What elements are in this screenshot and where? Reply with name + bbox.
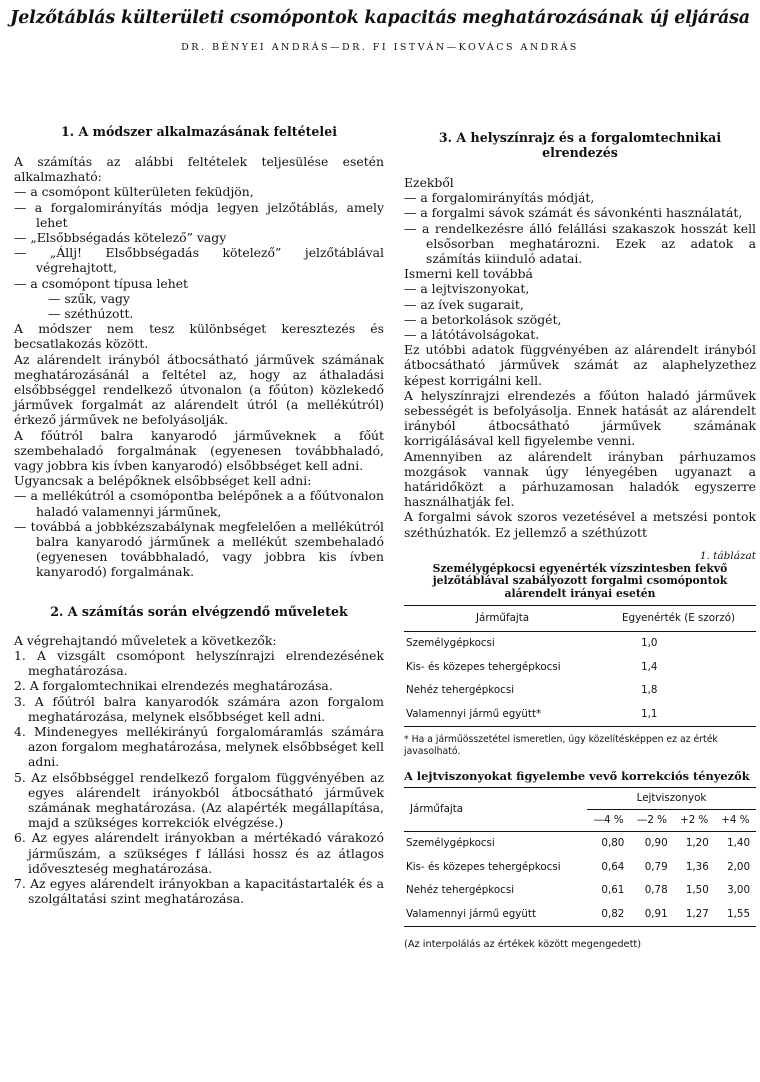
section-2-intro: A végrehajtandó műveletek a következők: [14, 632, 277, 648]
section-1-paragraph: A módszer nem tesz különbséget keresztezés és becsatlakozás között. [14, 321, 384, 352]
table-cell-vehicle: Kis- és közepes tehergépkocsi [406, 660, 561, 673]
table-1 [404, 605, 756, 727]
geometry-item: — az ívek sugarait, [404, 296, 524, 312]
table-1-note: * Ha a járműösszetétel ismeretlen, úgy közelítésképpen ez az érték javasolható. [404, 734, 718, 757]
condition-item: — a csomópont típusa lehet [14, 275, 189, 291]
table-cell-vehicle: Személygépkocsi [406, 837, 495, 850]
operation-item: 5. Az elsőbbséggel rendelkező forgalom függvényében az egyes alárendelt irányokból átbocsátható járművek számának meghatározása. (Az alapérték megállapítása, majd a szükséges korrekciók elvégzése.) [14, 769, 384, 831]
table-cell-value: 1,36 [685, 860, 709, 873]
section-1-paragraph: Az alárendelt irányból átbocsátható járművek számának meghatározásánál a feltétel az, hogy az áthaladási elsőbbséggel rendelkező útvonalon (a főúton) közlekedő járművek forgalmát az alárendelt útról (a mellékútról) érkező járművek ne befolyásolják. [14, 351, 384, 428]
table-cell-value: 1,27 [674, 902, 715, 926]
section-3-paragraph: A forgalmi sávok szoros vezetésével a metszési pontok széthúzhatók. Ez jellemző a széthúzott [404, 509, 756, 540]
layout-item: — a forgalomirányítás módját, [404, 190, 595, 206]
table-cell-value: 0,79 [644, 860, 668, 873]
table-cell-value: 0,80 [601, 837, 625, 850]
table-cell-value: 1,55 [715, 902, 756, 926]
table-cell-value: 1,0 [641, 637, 658, 650]
section-1-paragraph: A főútról balra kanyarodó járműveknek a főút szembehaladó forgalmának (egyenesen továbbhaladó, vagy jobbra kis ívben kanyarodó) elsőbbséget kell adni. [14, 427, 384, 474]
table-row [404, 632, 756, 656]
section-3-paragraph: Ismerni kell továbbá [404, 266, 533, 282]
table-cell-vehicle: Valamennyi jármű együtt [404, 902, 587, 926]
section-2-heading: 2. A számítás során elvégzendő műveletek [50, 603, 348, 619]
table-row [404, 902, 756, 926]
table-cell-value: 1,20 [685, 837, 709, 850]
table-1-header-equivalent: Egyenérték (E szorzó) [601, 606, 756, 632]
table-1-header-vehicle: Járműfajta [404, 606, 601, 632]
geometry-item: — a lejtviszonyokat, [404, 281, 530, 297]
table-1-number: 1. táblázat [699, 549, 756, 562]
condition-subitem: — szűk, vagy [48, 290, 130, 306]
section-1-paragraph: Ugyancsak a belépőknek elsőbbséget kell adni: [14, 473, 312, 489]
operation-item: 2. A forgalomtechnikai elrendezés meghatározása. [14, 678, 333, 694]
condition-item: — a csomópont külterületen feküdjön, [14, 184, 254, 200]
table-cell-value: 0,91 [630, 902, 673, 926]
section-1-intro: A számítás az alábbi feltételek teljesülése esetén alkalmazható: [14, 154, 384, 185]
section-1-heading: 1. A módszer alkalmazásának feltételei [60, 124, 338, 139]
section-3-paragraph: A helyszínrajzi elrendezés a főúton haladó járművek sebességét is befolyásolja. Ennek hatását az alárendelt irányból átbocsátható járművek számának korrigálásával kell figyelembe venni. [404, 387, 756, 449]
table-row [404, 855, 756, 879]
table-row [404, 831, 756, 855]
table-2-header-grade: —4 % [587, 809, 630, 831]
table-row [404, 879, 756, 903]
table-cell-value: 1,1 [601, 703, 756, 727]
geometry-item: — a látótávolságokat. [404, 327, 540, 343]
condition-item: — „Elsőbbségadás kötelező” vagy [14, 230, 227, 246]
priority-item: — továbbá a jobbkézszabálynak megfelelően a mellékútról balra kanyarodó járműnek a mellékút szembehaladó (egyenesen továbbhaladó, vagy jobbra kis ívben kanyarodó) forgalmának. [14, 518, 384, 580]
table-cell-vehicle: Nehéz tehergépkocsi [406, 684, 515, 697]
table-cell-value: 0,78 [644, 884, 668, 897]
table-2-title: A lejtviszonyokat figyelembe vevő korrekciós tényezők [404, 769, 750, 784]
table-2-footnote: (Az interpolálás az értékek között megengedett) [404, 938, 642, 950]
layout-item: — a rendelkezésre álló felállási szakaszok hosszát kell elsősorban meghatározni. Ezek az adatok a számítás kiinduló adatai. [404, 220, 756, 267]
table-cell-value: 1,4 [641, 660, 658, 673]
left-column [14, 124, 384, 906]
section-3-intro: Ezekből [404, 175, 454, 190]
table-cell-vehicle: Személygépkocsi [406, 637, 495, 650]
right-column [404, 130, 756, 952]
condition-item: — a forgalomirányítás módja legyen jelzőtáblás, amely lehet [14, 199, 384, 230]
geometry-item: — a betorkolások szögét, [404, 311, 562, 327]
table-2-header-grade: +4 % [715, 809, 756, 831]
table-cell-value: 0,61 [601, 884, 625, 897]
table-cell-value: 0,90 [644, 837, 668, 850]
condition-subitem: — széthúzott. [48, 306, 134, 322]
table-2-header-grade: —2 % [630, 809, 673, 831]
operation-item: 1. A vizsgált csomópont helyszínrajzi elrendezésének meghatározása. [14, 647, 384, 679]
table-cell-vehicle: Kis- és közepes tehergépkocsi [406, 860, 561, 873]
table-cell-value: 2,00 [727, 860, 750, 873]
table-cell-value: 1,8 [641, 684, 658, 697]
table-cell-value: 3,00 [727, 884, 750, 897]
table-cell-value: 0,64 [601, 860, 625, 873]
table-2-header-vehicle: Járműfajta [404, 787, 587, 831]
page-title: Jelzőtáblás külterületi csomópontok kapacitás meghatározásának új eljárása [10, 8, 750, 28]
table-cell-vehicle: Nehéz tehergépkocsi [406, 884, 515, 897]
table-row [404, 679, 756, 703]
priority-item: — a mellékútról a csomópontba belépőnek a a főútvonalon haladó valamennyi járműnek, [14, 488, 384, 519]
operation-item: 7. Az egyes alárendelt irányokban a kapacitástartalék és a szolgáltatási szint meghatározása. [14, 875, 384, 907]
table-cell-vehicle: Valamennyi jármű együtt* [404, 703, 601, 727]
table-1-title: Személygépkocsi egyenérték vízszintesben fekvő jelzőtáblával szabályozott forgalmi csomópontok alárendelt irányai esetén [432, 561, 728, 600]
operation-item: 4. Mindenegyes mellékirányú forgalomáramlás számára azon forgalom meghatározása, melynek elsőbbséget kell adni. [14, 723, 384, 770]
table-2 [404, 787, 756, 927]
table-row [404, 656, 756, 680]
section-3-paragraph: Amennyiben az alárendelt irányban párhuzamos mozgások vannak úgy lényegében ugyanazt a határidőközt a párhuzamosan haladók egyszerre használhatják fel. [404, 448, 756, 510]
table-cell-value: 0,82 [587, 902, 630, 926]
condition-item: — „Állj! Elsőbbségadás kötelező” jelzőtáblával végrehajtott, [14, 245, 384, 276]
table-cell-value: 1,40 [727, 837, 750, 850]
operation-item: 6. Az egyes alárendelt irányokban a mértékadó várakozó járműszám, a szükséges f lállási hossz és az átlagos időveszteség meghatározása. [14, 830, 384, 876]
layout-item: — a forgalmi sávok számát és sávonkénti használatát, [404, 205, 743, 221]
author-line: DR. BÉNYEI ANDRÁS—DR. FI ISTVÁN—KOVÁCS ANDRÁS [181, 42, 579, 53]
section-3-paragraph: Ez utóbbi adatok függvényében az alárendelt irányból átbocsátható járművek számát az alaphelyzethez képest korrigálni kell. [404, 342, 756, 388]
table-2-header-grade: +2 % [674, 809, 715, 831]
table-row [404, 703, 756, 727]
operation-item: 3. A főútról balra kanyarodók számára azon forgalom meghatározása, melynek elsőbbséget kell adni. [14, 693, 384, 724]
table-2-header-grade-group: Lejtviszonyok [587, 787, 756, 809]
table-cell-value: 1,50 [685, 884, 709, 897]
section-3-heading: 3. A helyszínrajz és a forgalomtechnikai elrendezés [438, 130, 722, 160]
